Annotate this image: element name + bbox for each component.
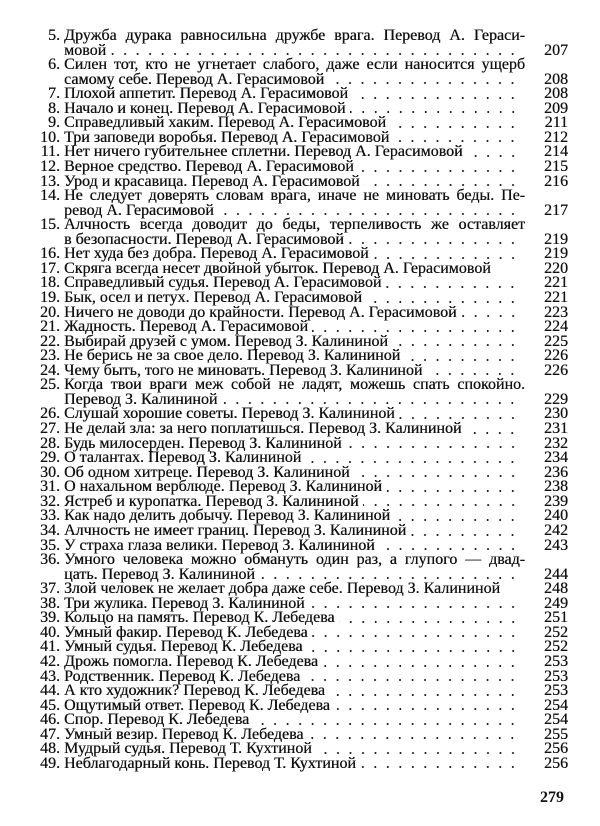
dot-leader — [218, 204, 519, 219]
entry-title-line: Верное средство. Перевод А. Герасимовой — [64, 158, 354, 175]
dot-leader — [322, 655, 519, 670]
entry-title-line: Не следует доверять словам врага, иначе не миновать беды. Пе- — [64, 187, 525, 205]
entry-page-number: 239 — [544, 492, 568, 510]
entry-number: 37. — [40, 580, 60, 598]
dot-leader — [394, 509, 519, 524]
dot-leader — [390, 116, 519, 131]
entry-title-line: О талантах. Перевод З. Калининой — [64, 449, 302, 467]
entry-title-line: мовой — [64, 41, 107, 59]
entry-title-line: Силен тот, кто не угнетает слабого, даже если наносится ущерб — [64, 56, 525, 74]
entry-title-line: Чему быть, того не миновать. Перевод З. Калининой — [64, 361, 423, 379]
entry-title-line: У страха глаза велики. Перевод З. Калининой — [64, 536, 375, 554]
entry-title-line: Справедливый судья. Перевод А. Герасимовой — [64, 274, 382, 292]
entry-title-line: А кто художник? Перевод К. Лебедева — [64, 682, 325, 700]
entry-title-line: Кольцо на память. Перевод К. Лебедева — [64, 609, 335, 627]
entry-page-number: 252 — [544, 638, 568, 656]
dot-leader — [386, 480, 519, 495]
page-number: 279 — [540, 789, 564, 806]
dot-leader — [352, 87, 519, 102]
dot-leader — [410, 524, 519, 539]
entry-page-number: 219 — [544, 245, 568, 263]
entry-title-line: Не делай зла: за него поплатишься. Перевод З. Калининой — [64, 420, 462, 438]
dot-leader — [221, 393, 519, 408]
dot-leader — [307, 640, 519, 655]
dot-leader — [110, 44, 519, 59]
entry-page-number: 212 — [544, 128, 568, 146]
entry-title-line: Как надо делить добычу. Перевод З. Калининой — [64, 507, 391, 525]
entry-title-line: Спор. Перевод К. Лебедева — [64, 711, 250, 729]
entry-number: 44. — [40, 682, 60, 700]
entry-title-line: Выбирай друзей с умом. Перевод З. Калининой — [64, 332, 388, 350]
entry-page-number: 221 — [544, 289, 568, 306]
dot-leader — [312, 626, 519, 641]
entry-number: 23. — [40, 347, 60, 365]
entry-number: 49. — [40, 754, 60, 772]
toc-entry — [30, 754, 568, 772]
dot-leader — [363, 495, 519, 510]
toc-entry — [30, 218, 568, 247]
toc-entry — [30, 58, 568, 87]
entry-page-number: 253 — [544, 667, 568, 685]
entry-number: 20. — [40, 303, 60, 321]
toc-entry — [30, 29, 568, 58]
entry-number: 45. — [40, 696, 60, 714]
entry-page-number: 253 — [544, 653, 568, 670]
entry-title-line: Об одном хитреце. Перевод З. Калининой — [64, 463, 350, 481]
entry-page-number: 208 — [544, 70, 568, 88]
entry-number: 19. — [40, 289, 60, 306]
dot-leader — [305, 451, 519, 466]
entry-page-number: 219 — [544, 230, 568, 248]
entry-page-number: 251 — [544, 609, 568, 627]
entry-page-number: 207 — [544, 41, 568, 59]
entry-title-line: Когда твои враги меж собой не ладят, можешь спать спокойно. — [64, 376, 525, 394]
entry-title-line: Ничего не доводи до крайности. Перевод А. Герасимовой — [64, 303, 457, 321]
entry-title-line: Скряга всегда несет двойной убыток. Перевод А. Герасимовой — [64, 259, 491, 277]
entry-page-number: 211 — [544, 114, 568, 132]
entry-title-line: Алчность не имеет границ. Перевод З. Калининой — [64, 521, 407, 539]
entry-title-line: Нет худа без добра. Перевод А. Герасимовой — [64, 245, 369, 263]
entry-number: 6. — [48, 56, 60, 74]
dot-leader — [393, 131, 519, 146]
dot-leader — [350, 102, 519, 117]
dot-leader — [328, 73, 519, 88]
entry-number: 31. — [40, 478, 60, 496]
entry-number: 29. — [40, 449, 60, 467]
entry-title-line: Умного человека можно обмануть один раз, а глупого — двад- — [64, 551, 525, 569]
toc-entry — [30, 189, 568, 218]
entry-number: 47. — [40, 725, 60, 743]
entry-page-number: 231 — [544, 420, 568, 438]
entry-number: 42. — [40, 653, 60, 670]
entry-page-number: 243 — [544, 536, 568, 554]
entry-page-number: 225 — [544, 332, 568, 350]
dot-leader — [360, 757, 519, 772]
entry-page-number: 253 — [544, 682, 568, 700]
entry-number: 10. — [40, 128, 60, 146]
entry-title-line: Нет ничего губительнее сплетни. Перевод А. Герасимовой — [64, 143, 463, 161]
entry-number: 17. — [40, 259, 60, 277]
entry-page-number: 256 — [544, 740, 568, 758]
dot-leader — [366, 291, 519, 306]
entry-title-line: цать. Перевод З. Калининой — [64, 565, 255, 583]
table-of-contents — [30, 29, 568, 772]
entry-page-number: 255 — [544, 725, 568, 743]
entry-number: 32. — [40, 492, 60, 510]
dot-leader — [354, 466, 519, 481]
entry-page-number: 229 — [544, 390, 568, 408]
entry-number: 24. — [40, 361, 60, 379]
entry-title-line: Перевод З. Калининой — [64, 390, 218, 408]
entry-number: 9. — [48, 114, 60, 132]
entry-number: 34. — [40, 521, 60, 539]
entry-page-number: 252 — [544, 623, 568, 641]
entry-page-number: 256 — [544, 754, 568, 772]
entry-number: 30. — [40, 463, 60, 481]
dot-leader — [304, 670, 519, 685]
dot-leader — [358, 160, 519, 175]
entry-page-number: 232 — [544, 434, 568, 452]
dot-leader — [364, 175, 519, 190]
entry-title-line: Ощутимый ответ. Перевод К. Лебедева — [64, 696, 330, 714]
entry-page-number: 220 — [544, 259, 568, 277]
entry-page-number: 226 — [544, 347, 568, 365]
entry-title-line: Умный судья. Перевод К. Лебедева — [64, 638, 303, 656]
dot-leader — [426, 364, 519, 379]
entry-title-line: Будь милосерден. Перевод З. Калининой — [64, 434, 342, 452]
dot-leader — [379, 539, 519, 554]
entry-page-number: 215 — [544, 158, 568, 175]
entry-number: 33. — [40, 507, 60, 525]
entry-number: 27. — [40, 420, 60, 438]
dot-leader — [348, 233, 519, 248]
dot-leader — [339, 611, 519, 626]
entry-title-line: Начало и конец. Перевод А. Герасимовой — [64, 99, 346, 117]
dot-leader — [385, 276, 519, 291]
entry-title-line: самому себе. Перевод А. Герасимовой — [64, 70, 325, 88]
dot-leader — [461, 306, 519, 321]
entry-page-number: 221 — [544, 274, 568, 292]
entry-page-number: 236 — [544, 463, 568, 481]
entry-title-line: О нахальном верблюде. Перевод З. Калининой — [64, 478, 382, 496]
entry-number: 26. — [40, 405, 60, 423]
dot-leader — [316, 742, 519, 757]
dot-leader — [404, 349, 519, 364]
dot-leader — [307, 728, 519, 743]
dot-leader — [346, 437, 519, 452]
entry-page-number: 238 — [544, 478, 568, 496]
entry-number: 5. — [48, 27, 60, 44]
entry-title-line: Мудрый судья. Перевод Т. Кухтиной — [64, 740, 312, 758]
entry-title-line: Три жулика. Перевод З. Калининой — [64, 594, 305, 612]
entry-number: 7. — [48, 85, 60, 103]
entry-number: 38. — [40, 594, 60, 612]
dot-leader — [253, 713, 519, 728]
dot-leader — [373, 247, 519, 262]
dot-leader — [392, 335, 519, 350]
entry-page-number: 248 — [544, 580, 568, 598]
entry-number: 36. — [40, 551, 60, 569]
entry-page-number: 224 — [544, 318, 568, 336]
entry-number: 25. — [40, 376, 60, 394]
entry-number: 35. — [40, 536, 60, 554]
entry-number: 43. — [40, 667, 60, 685]
entry-number: 13. — [40, 172, 60, 190]
entry-page-number: 244 — [544, 565, 568, 583]
entry-title-line: Злой человек не желает добра даже себе. Перевод З. Калининой — [64, 580, 501, 598]
entry-title-line: Дружба дурака равносильна дружбе врага. Перевод А. Гераси- — [64, 27, 525, 44]
entry-title-line: Умный факир. Перевод К. Лебедева — [64, 623, 308, 641]
entry-number: 11. — [40, 143, 60, 161]
entry-number: 22. — [40, 332, 60, 350]
entry-page-number: 254 — [544, 696, 568, 714]
entry-title-line: Три заповеди воробья. Перевод А. Герасимовой — [64, 128, 390, 146]
entry-title-line: Жадность. Перевод А. Герасимовой — [64, 318, 308, 336]
entry-number: 12. — [40, 158, 60, 175]
entry-page-number: 214 — [544, 143, 568, 161]
dot-leader — [399, 407, 519, 422]
entry-page-number: 254 — [544, 711, 568, 729]
entry-number: 15. — [40, 216, 60, 234]
dot-leader — [465, 422, 519, 437]
entry-number: 46. — [40, 711, 60, 729]
entry-page-number: 240 — [544, 507, 568, 525]
entry-title-line: Справедливый хаким. Перевод А. Герасимовой — [64, 114, 387, 132]
entry-page-number: 226 — [544, 361, 568, 379]
dot-leader — [467, 145, 519, 160]
toc-entry — [30, 378, 568, 407]
entry-title-line: в безопасности. Перевод А. Герасимовой — [64, 230, 344, 248]
dot-leader — [259, 568, 519, 583]
entry-page-number: 234 — [544, 449, 568, 467]
entry-number: 16. — [40, 245, 60, 263]
entry-number: 8. — [48, 99, 60, 117]
entry-title-line: Урод и красавица. Перевод А. Герасимовой — [64, 172, 360, 190]
entry-title-line: Родственник. Перевод К. Лебедева — [64, 667, 301, 685]
entry-page-number: 230 — [544, 405, 568, 423]
entry-page-number: 209 — [544, 99, 568, 117]
dot-leader — [329, 684, 519, 699]
entry-page-number: 223 — [544, 303, 568, 321]
entry-title-line: Неблагодарный конь. Перевод Т. Кухтиной — [64, 754, 356, 772]
entry-title-line: ревод А. Герасимовой — [64, 201, 214, 219]
entry-page-number: 216 — [544, 172, 568, 190]
dot-leader — [312, 320, 519, 335]
entry-title-line: Алчность всегда доводит до беды, терпеливость же оставляет — [64, 216, 525, 234]
entry-number: 28. — [40, 434, 60, 452]
entry-title-line: Ястреб и куропатка. Перевод З. Калининой — [64, 492, 359, 510]
entry-number: 21. — [40, 318, 60, 336]
entry-number: 41. — [40, 638, 60, 656]
entry-title-line: Умный везир. Перевод К. Лебедева — [64, 725, 304, 743]
entry-title-line: Плохой аппетит. Перевод А. Герасимовой — [64, 85, 349, 103]
entry-page-number: 208 — [544, 85, 568, 103]
entry-number: 18. — [40, 274, 60, 292]
dot-leader — [309, 597, 519, 612]
entry-number: 40. — [40, 623, 60, 641]
entry-number: 39. — [40, 609, 60, 627]
entry-page-number: 242 — [544, 521, 568, 539]
toc-entry — [30, 553, 568, 582]
entry-title-line: Бык, осел и петух. Перевод А. Герасимовой — [64, 289, 362, 306]
entry-number: 14. — [40, 187, 60, 205]
entry-title-line: Не берись не за свое дело. Перевод З. Калининой — [64, 347, 401, 365]
entry-title-line: Слушай хорошие советы. Перевод З. Калининой — [64, 405, 395, 423]
entry-page-number: 217 — [544, 201, 568, 219]
entry-number: 48. — [40, 740, 60, 758]
entry-title-line: Дрожь помогла. Перевод К. Лебедева — [64, 653, 318, 670]
dot-leader — [334, 699, 519, 714]
entry-page-number: 249 — [544, 594, 568, 612]
